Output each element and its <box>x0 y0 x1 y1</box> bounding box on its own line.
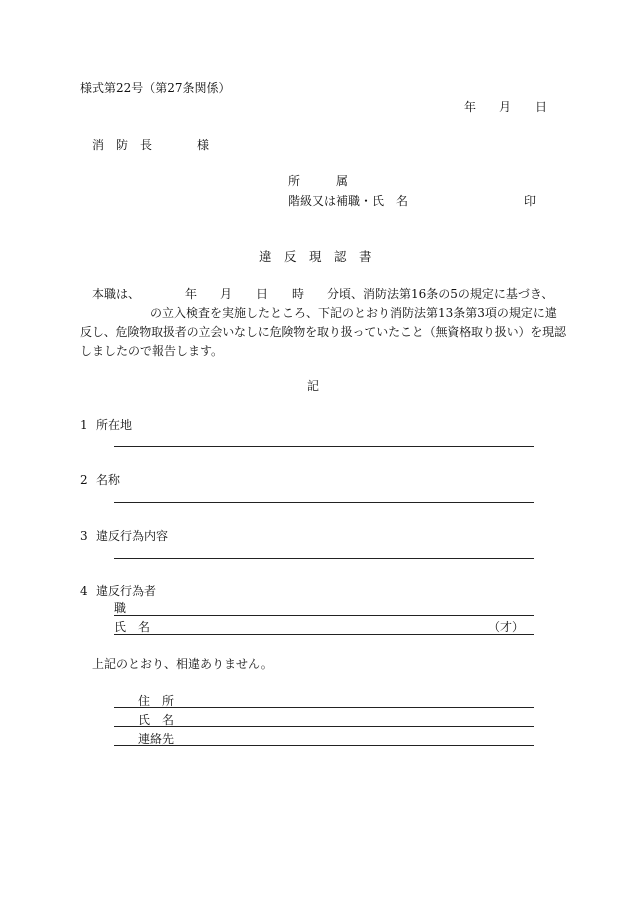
item-4-label: 違反行為者 <box>96 584 157 598</box>
signer-contact-line[interactable] <box>114 745 534 746</box>
violator-age-label: （才） <box>488 620 525 634</box>
violator-job-line[interactable] <box>114 615 534 616</box>
form-number: 様式第22号（第27条関係） <box>80 81 231 95</box>
item-3-fill-line[interactable] <box>114 558 534 559</box>
addressee-title: 消 防 長 <box>92 138 153 152</box>
body-line-1-hour: 時 <box>292 287 305 301</box>
item-3-label: 違反行為内容 <box>96 529 169 543</box>
item-2-fill-line[interactable] <box>114 502 534 503</box>
item-2-number: 2 <box>80 473 88 487</box>
violator-name-label: 氏 名 <box>114 620 151 634</box>
body-line-4: しましたので報告します。 <box>80 344 224 358</box>
date-month-label: 月 <box>499 100 512 114</box>
violator-name-line[interactable] <box>114 634 534 635</box>
violator-job-label: 職 <box>114 601 127 615</box>
item-1-label: 所在地 <box>96 418 133 432</box>
addressee-honorific: 様 <box>197 138 210 152</box>
seal-mark: 印 <box>524 194 537 208</box>
body-line-1-intro: 本職は、 <box>92 287 141 301</box>
body-line-1-rest: 分頃、消防法第16条の5の規定に基づき、 <box>327 287 554 301</box>
body-line-1-year: 年 <box>185 287 198 301</box>
body-line-1-month: 月 <box>220 287 233 301</box>
ki-heading: 記 <box>307 379 320 393</box>
body-line-2: の立入検査を実施したところ、下記のとおり消防法第13条第3項の規定に違 <box>150 306 557 320</box>
item-4-number: 4 <box>80 584 88 598</box>
rank-name-label: 階級又は補職・氏 名 <box>288 194 409 208</box>
date-year-label: 年 <box>464 100 477 114</box>
item-2-label: 名称 <box>96 473 121 487</box>
date-day-label: 日 <box>535 100 548 114</box>
body-line-1-day: 日 <box>256 287 269 301</box>
item-1-fill-line[interactable] <box>114 446 534 447</box>
signer-contact-label: 連絡先 <box>138 732 175 746</box>
document-title: 違 反 現 認 書 <box>259 249 372 264</box>
item-3-number: 3 <box>80 529 88 543</box>
affiliation-label: 所 属 <box>288 174 349 188</box>
confirmation-text: 上記のとおり、相違ありません。 <box>92 657 273 671</box>
signer-address-line[interactable] <box>114 707 534 708</box>
signer-name-label: 氏 名 <box>138 713 175 727</box>
signer-address-label: 住 所 <box>138 694 175 708</box>
body-line-3: 反し、危険物取扱者の立会いなしに危険物を取り扱っていたこと（無資格取り扱い）を現認 <box>80 325 566 339</box>
signer-name-line[interactable] <box>114 726 534 727</box>
item-1-number: 1 <box>80 418 88 432</box>
